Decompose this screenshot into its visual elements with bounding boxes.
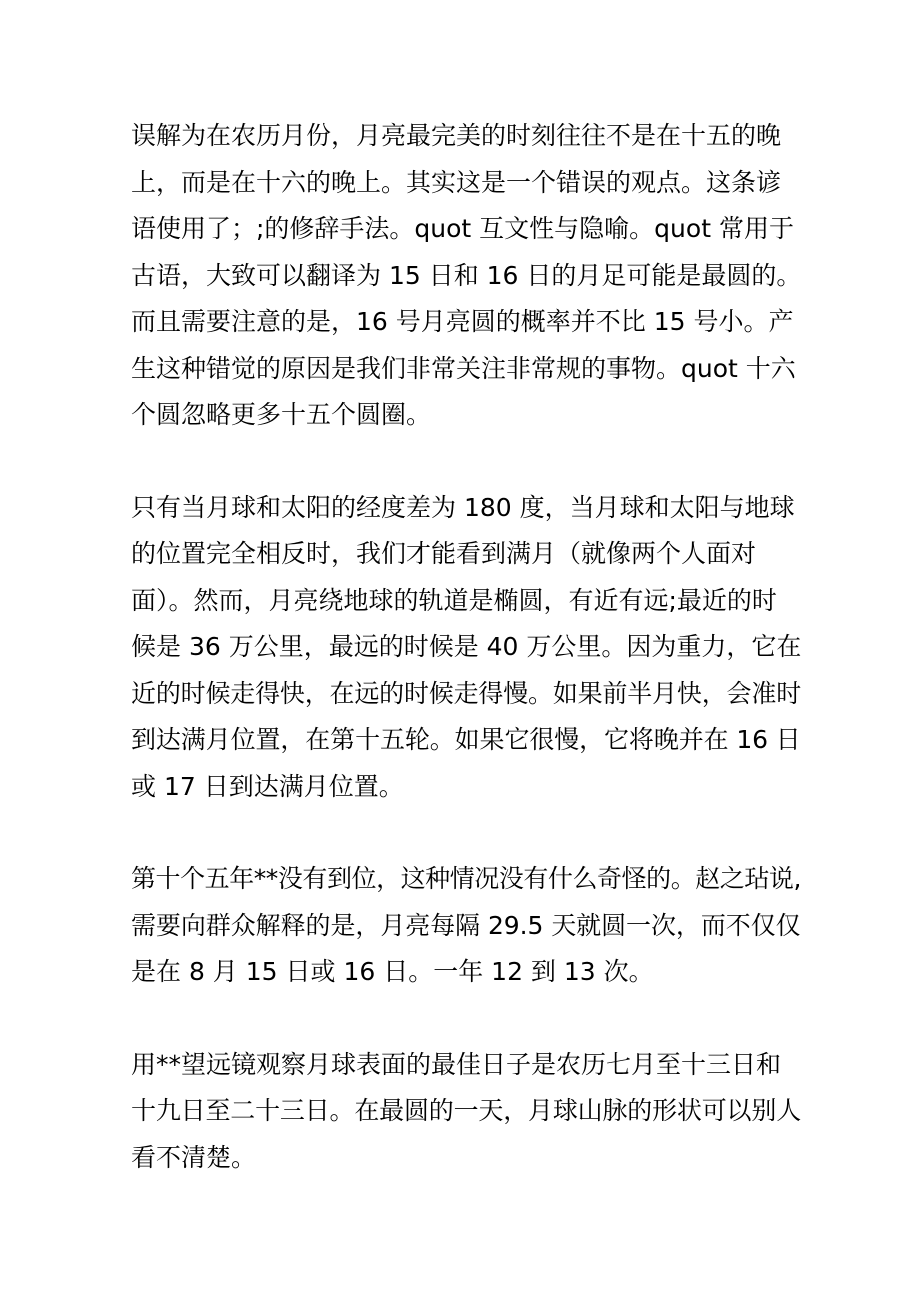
text-line: 语使用了；;的修辞手法。quot 互文性与隐喻。quot 常用于 — [131, 214, 794, 243]
text-line: 而且需要注意的是，16 号月亮圆的概率并不比 15 号小。产 — [131, 307, 794, 336]
text-line: 个圆忽略更多十五个圆圈。 — [131, 400, 432, 429]
text-line: 古语，大致可以翻译为 15 日和 16 日的月足可能是最圆的。 — [131, 260, 802, 290]
text-line: 需要向群众解释的是，月亮每隔 29.5 天就圆一次，而不仅仅 — [131, 910, 801, 940]
text-line: 误解为在农历月份，月亮最完美的时刻往往不是在十五的晚 — [131, 121, 782, 150]
text-line: 的位置完全相反时，我们才能看到满月（就像两个人面对 — [131, 539, 757, 568]
text-line: 近的时候走得快，在远的时候走得慢。如果前半月快，会准时 — [131, 678, 802, 708]
paragraph-2 — [131, 485, 801, 811]
paragraph-4 — [131, 1042, 801, 1182]
text-line: 看不清楚。 — [131, 1142, 257, 1172]
text-line: 用**望远镜观察月球表面的最佳日子是农历七月至十三日和 — [131, 1049, 782, 1079]
text-line: 面）。然而，月亮绕地球的轨道是椭圆，有近有远;最近的时 — [131, 585, 777, 615]
text-line: 上，而是在十六的晚上。其实这是一个错误的观点。这条谚 — [131, 167, 782, 197]
text-line: 或 17 日到达满月位置。 — [131, 771, 404, 801]
text-line: 是在 8 月 15 日或 16 日。一年 12 到 13 次。 — [131, 957, 654, 986]
text-line: 第十个五年**没有到位，这种情况没有什么奇怪的。赵之玷说, — [131, 864, 801, 893]
text-line: 生这种错觉的原因是我们非常关注非常规的事物。quot 十六 — [131, 353, 796, 383]
paragraph-1 — [131, 113, 801, 439]
text-line: 到达满月位置，在第十五轮。如果它很慢，它将晚并在 16 日 — [131, 725, 801, 754]
text-line: 候是 36 万公里，最远的时候是 40 万公里。因为重力，它在 — [131, 632, 802, 661]
paragraph-3 — [131, 856, 801, 996]
text-line: 只有当月球和太阳的经度差为 180 度，当月球和太阳与地球 — [131, 492, 795, 522]
document-body — [131, 113, 801, 1227]
text-line: 十九日至二十三日。在最圆的一天，月球山脉的形状可以别人 — [131, 1096, 802, 1125]
